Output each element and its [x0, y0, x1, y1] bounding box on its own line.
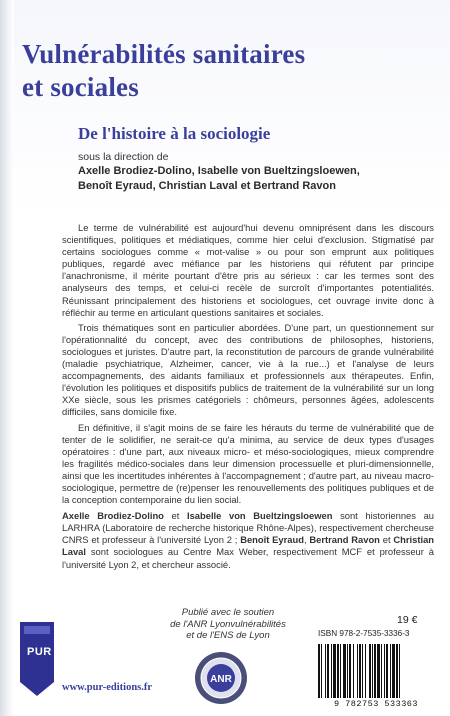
support-line-1: Publié avec le soutien [181, 607, 275, 618]
bio-and-1: et [163, 510, 187, 522]
support-line-2: de l'ANR Lyonvulnérabilités [170, 618, 286, 630]
isbn-label: ISBN 978-2-7535-3336-3 [318, 629, 410, 638]
editors-line-2: Benoît Eyraud, Christian Laval et Bertrand Ravon [78, 180, 336, 192]
bio-text-1: sont historiennes au LARHRA (Laboratoire de recherche historique Rhône-Alpes), respectivement chercheuse CNRS et professeur à l'université Lyon 2 ; [62, 510, 435, 546]
direction-label: sous la direction de [78, 151, 169, 163]
authors-bio [62, 510, 434, 570]
spine-shadow [0, 0, 14, 716]
paragraph-3: En définitive, il s'agit moins de se faire les hérauts du terme de vulnérabilité que de tenter de le solidifier, ne serait-ce qu'a minima, au service de deux types d'usages opératoires : d'une part, aux niveaux micro- et méso-sociologiques, mieux comprendre les fragilités médico-sociales dans leur dimension processuelle et pluri-dimensionnelle, ainsi que les incertitudes inhérentes à l'accompagnement ; d'autre part, au niveau macro-sociologique, permettre de (re)penser les renouvellements des politiques publiques et de la conception contemporaine du lien social. [62, 421, 434, 506]
barcode-number: 9 782753 533363 [333, 699, 418, 709]
publisher-logo-text: PUR [27, 646, 52, 658]
book-subtitle: De l'histoire à la sociologie [78, 124, 271, 143]
bio-name-1: Axelle Brodiez-Dolino [62, 510, 164, 522]
back-cover-text [62, 222, 434, 574]
anr-seal-text: ANR [210, 674, 232, 685]
paragraph-1: Le terme de vulnérabilité est aujourd'hui devenu omniprésent dans les discours scientifiques, politiques et médiatiques, comme hier celui d'exclusion. Stigmatisé par certains sociologues comme « mot-valise » ou pour son emprunt aux politiques publiques, regardé avec méfiance par les historiens qui réfutent par principe l'anachronisme, il mérite pourtant d'être pris au sérieux : car les termes sont des analyseurs des temps, et celui-ci recèle de surcroît d'importantes potentialités. Réunissant principalement des historiens et sociologues, cet ouvrage invite donc à réfléchir au terme en articulant questions sanitaires et sociales. [62, 222, 434, 318]
publisher-website[interactable]: www.pur-editions.fr [62, 682, 153, 693]
support-notice [148, 607, 308, 642]
editors-line-1: Axelle Brodiez-Dolino, Isabelle von Bueltzingsloewen, [78, 165, 360, 177]
price-label: 19 € [397, 614, 418, 626]
bio-name-3: Benoît Eyraud [240, 534, 304, 546]
publisher-logo [20, 622, 54, 696]
bio-text-2: sont sociologues au Centre Max Weber, respectivement MCF et professeur à l'université Lyon 2, et chercheur associé. [62, 546, 434, 570]
bio-and-2: et [379, 534, 394, 546]
support-line-3: et de l'ENS de Lyon [186, 630, 270, 641]
title-line-2: et sociales [22, 72, 139, 102]
title-line-1: Vulnérabilités sanitaires [22, 39, 306, 69]
book-title [22, 38, 432, 104]
barcode [314, 642, 438, 700]
anr-seal-icon [194, 651, 248, 705]
bio-name-5: Christian Laval [62, 534, 435, 558]
bio-sep-1: , [303, 534, 310, 546]
editors-list [78, 164, 438, 194]
bio-name-4: Bertrand Ravon [309, 534, 380, 546]
bio-name-2: Isabelle von Bueltzingsloewen [186, 510, 333, 522]
paragraph-2: Trois thématiques sont en particulier abordées. D'une part, un questionnement sur l'opérationnalité du concept, avec des contributions de philosophes, historiens, sociologues et juristes. D'autre part, la reconstitution de parcours de grande vulnérabilité (maladie psychiatrique, Alzheimer, cancer, vie à la rue...) et l'analyse de leurs accompagnements, des aidants familiaux et professionnels aux thérapeutes. Enfin, l'évolution les politiques et dispositifs publics de traitement de la vulnérabilité sur un long XXe siècle, sous les prismes catégoriels : chômeurs, personnes âgées, adolescents difficiles, sans domicile fixe. [62, 321, 434, 418]
